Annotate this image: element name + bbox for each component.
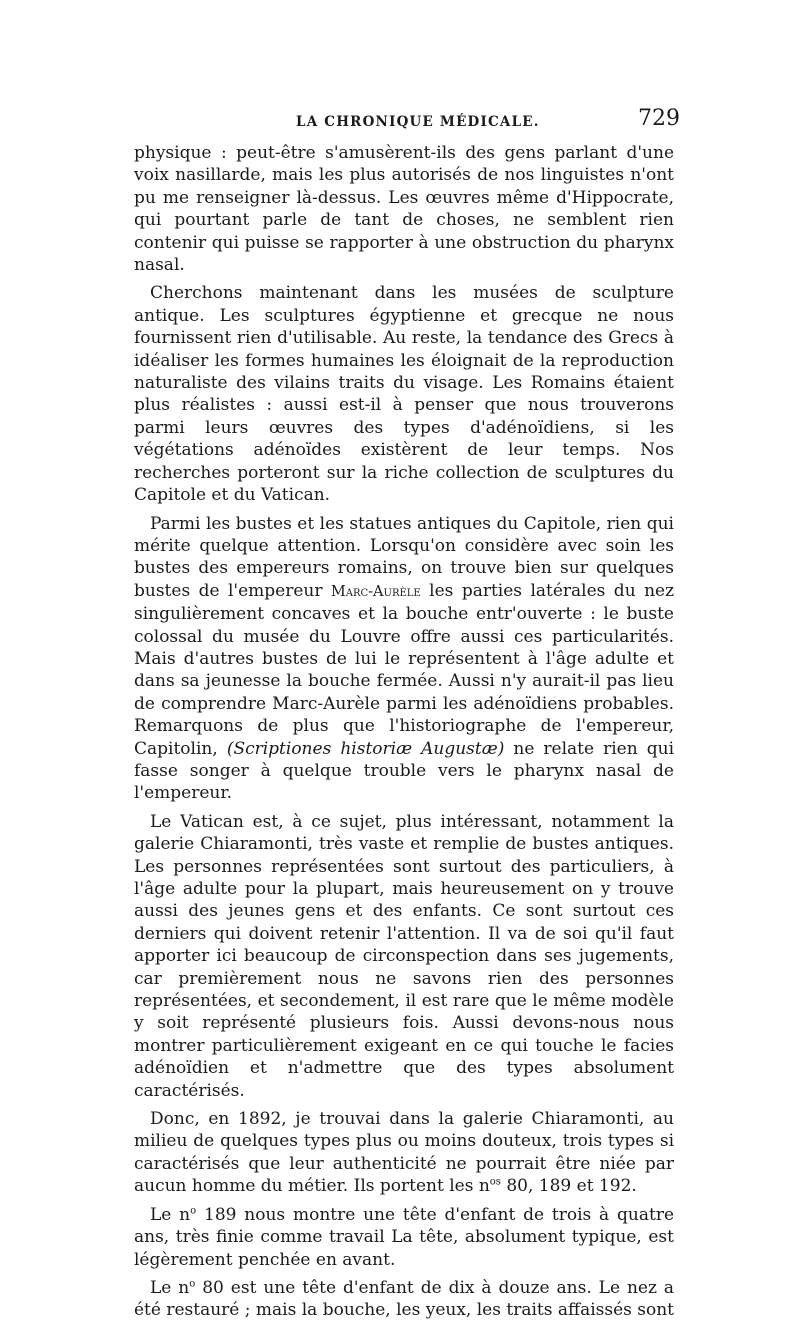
- paragraph-3: [134, 513, 674, 805]
- text-body: [134, 142, 674, 1328]
- paragraph-3-text-a: Parmi les bustes et les statues antiques du Capitole, rien qui mérite quelque attention. Lorsqu'on considère avec soin les bustes des empereurs romains, on trouve bien sur quelques bustes de l'empereur: [134, 513, 674, 601]
- work-title: (Scriptiones historiæ Augustæ): [226, 738, 505, 759]
- paragraph-6: [134, 1204, 674, 1271]
- paragraph-3-text-b: les parties latérales du nez singulièrement concaves et la bouche entr'ouverte : le buste colossal du musée du Louvre offre aussi ces particularités. Mais d'autres bustes de lui le représentent à l'âge adulte et dans sa jeunesse la bouche fermée. Aussi n'y aurait-il pas lieu de comprendre Marc-Aurèle parmi les adénoïdiens probables. Remarquons de plus que l'historiographe de l'empereur, Capitolin,: [134, 580, 675, 759]
- paragraph-5-text: Donc, en 1892, je trouvai dans la galerie Chiaramonti, au milieu de quelques types plus ou moins douteux, trois types si caractérisés que leur authenticité ne pourrait être niée par aucun homme du métier. Ils portent les n: [134, 1109, 674, 1197]
- paragraph-7: [134, 1277, 674, 1322]
- paragraph-4: Le Vatican est, à ce sujet, plus intéressant, notamment la galerie Chiaramonti, très vaste et remplie de bustes antiques. Les personnes représentées sont surtout des particuliers, à l'âge adulte pour la plupart, mais heureusement on y trouve aussi des jeunes gens et des enfants. Ce sont surtout ces derniers qui doivent retenir l'attention. Il va de soi qu'il faut apporter ici beaucoup de circonspection dans ses jugements, car premièrement nous ne savons rien des personnes représentées, et secondement, il est rare que le même modèle y soit représenté plusieurs fois. Aussi devons-nous nous montrer particulièrement exigeant en ce qui touche le facies adénoïdien et n'admettre que des types absolument caractérisés.: [134, 811, 674, 1101]
- page-number: 729: [638, 106, 680, 131]
- numero-superscript: os: [489, 1176, 501, 1188]
- paragraph-6-lead: Le n: [150, 1204, 191, 1225]
- paragraph-6-text: 189 nous montre une tête d'enfant de trois à quatre ans, très finie comme travail La tête, absolument typique, est légèrement penchée en avant.: [134, 1204, 675, 1270]
- numero-superscript: o: [190, 1205, 197, 1217]
- numero-superscript: o: [189, 1278, 196, 1290]
- paragraph-2: Cherchons maintenant dans les musées de sculpture antique. Les sculptures égyptienne et grecque ne nous fournissent rien d'utilisable. Au reste, la tendance des Grecs à idéaliser les formes humaines les éloignait de la reproduction naturaliste des vilains traits du visage. Les Romains étaient plus réalistes : aussi est-il à penser que nous trouverons parmi leurs œuvres des types d'adénoïdiens, si les végétations adénoïdes existèrent de leur temps. Nos recherches porteront sur la riche collection de sculptures du Capitole et du Vatican.: [134, 283, 674, 506]
- paragraph-7-lead: Le n: [150, 1277, 190, 1298]
- paragraph-7-text: 80 est une tête d'enfant de dix à douze ans. Le nez a été restauré ; mais la bouche, les yeux, les traits affaissés sont: [134, 1277, 675, 1321]
- running-head: [0, 106, 800, 136]
- running-title: LA CHRONIQUE MÉDICALE.: [296, 114, 540, 130]
- paragraph-5-numbers: 80, 189 et 192.: [506, 1176, 637, 1197]
- emperor-name: Marc-Aurèle: [330, 583, 421, 600]
- paragraph-3-text-c: ne relate rien qui fasse songer à quelque trouble vers le pharynx nasal de l'empereur.: [134, 738, 675, 804]
- paragraph-1: physique : peut-être s'amusèrent-ils des gens parlant d'une voix nasillarde, mais les plus autorisés de nos linguistes n'ont pu me renseigner là-dessus. Les œuvres même d'Hippocrate, qui pourtant parle de tant de choses, ne semblent rien contenir qui puisse se rapporter à une obstruction du pharynx nasal.: [134, 143, 674, 276]
- paragraph-5: [134, 1108, 674, 1198]
